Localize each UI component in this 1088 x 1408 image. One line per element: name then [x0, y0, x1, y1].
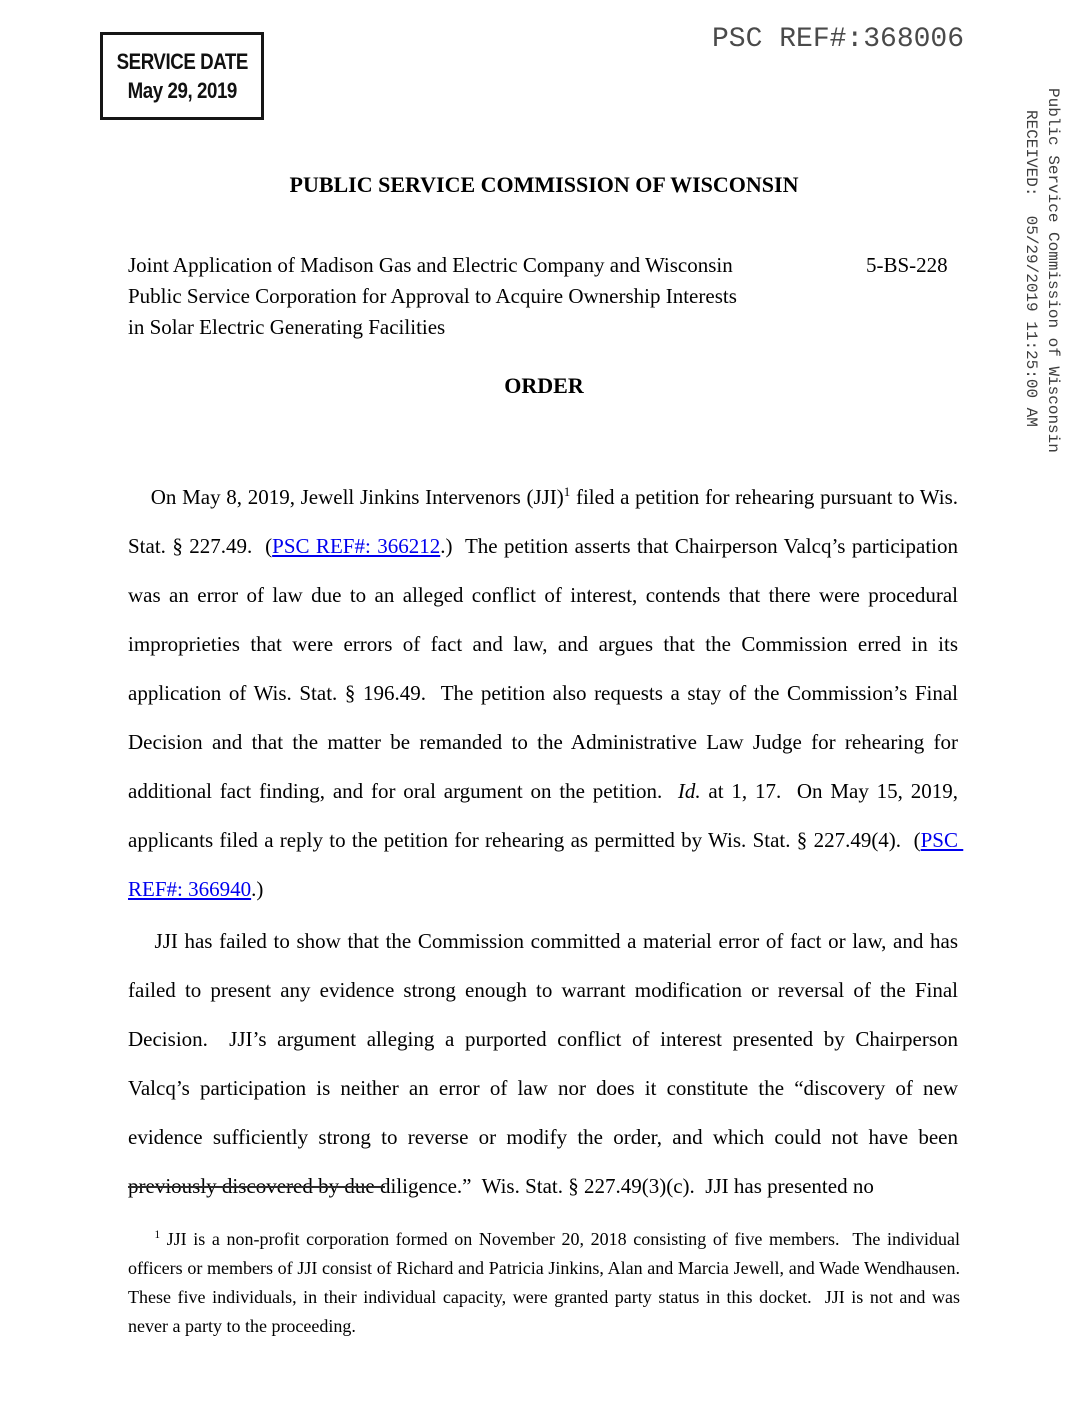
caption-line-2: Public Service Corporation for Approval to Acquire Ownership Interests [128, 284, 737, 308]
para1-text: at 1, 17. On May 15, 2019, applicants filed a reply to the petition for rehearing as permitted by Wis. Stat. § 227.49(4). ( [128, 779, 964, 852]
caption-line-1: Joint Application of Madison Gas and Electric Company and Wisconsin [128, 253, 733, 277]
received-stamp-timestamp: RECEIVED: 05/29/2019 11:25:00 AM [1022, 110, 1040, 427]
para1-text: filed a petition for rehearing pursuant to Wis. Stat. § 227.49. ( [128, 485, 964, 558]
psc-ref-link-366940[interactable]: PSC REF#: 366940 [128, 828, 964, 901]
document-title: PUBLIC SERVICE COMMISSION OF WISCONSIN [289, 172, 799, 197]
para1-text: .) [251, 877, 264, 901]
footnote-marker: 1 [154, 1229, 161, 1241]
psc-ref-link-366212[interactable]: PSC REF#: 366212 [272, 534, 441, 558]
para2-text: JJI has failed to show that the Commission committed a material error of fact or law, and has failed to present any evidence strong enough to warrant modification or reversal of the Final Decision. JJI’s argument alleging a purported conflict of interest presented by Chairperson Valcq’s participation is neither an error of law nor does it constitute the “discovery of new evidence sufficiently strong to reverse or modify the order, and which could not have been previously discovered by due diligence.” Wis. Stat. § 227.49(3)(c). JJI has presented no [128, 929, 964, 1198]
order-heading: ORDER [504, 373, 584, 398]
id-citation: Id. [677, 779, 701, 803]
para1-text: .) The petition asserts that Chairperson Valcq’s participation was an error of law due to an alleged conflict of interest, contends that there were procedural improprieties that were errors of fact and law, and argues that the Commission erred in its application of Wis. Stat. § 196.49. The petition also requests a stay of the Commission’s Final Decision and that the matter be remanded to the Administrative Law Judge for rehearing for additional fact finding, and for oral argument on the petition. [128, 534, 964, 803]
case-caption-text [128, 250, 798, 343]
psc-ref-number: PSC REF#:368006 [712, 24, 965, 55]
para1-text: On May 8, 2019, Jewell Jinkins Intervenors (JJI) [150, 485, 564, 509]
service-date-stamp [100, 32, 264, 120]
case-caption [128, 250, 958, 343]
footnote-text: JJI is a non-profit corporation formed on November 20, 2018 consisting of five members. The individual officers or members of JJI consist of Richard and Patricia Jinkins, Alan and Marcia Jewell, and Wade Wendhausen. These five individuals, in their individual capacity, were granted party status in this docket. JJI is not and was never a party to the proceeding. [128, 1229, 969, 1336]
docket-number: 5-BS-228 [866, 253, 948, 277]
service-date-value: May 29, 2019 [127, 78, 237, 103]
service-date-label: SERVICE DATE [116, 49, 248, 74]
footnote [128, 1196, 969, 1370]
caption-line-3: in Solar Electric Generating Facilities [128, 315, 446, 339]
received-stamp-agency: Public Service Commission of Wisconsin [1044, 88, 1062, 453]
footnote-reference: 1 [563, 484, 571, 499]
footnote-separator [128, 1186, 385, 1188]
